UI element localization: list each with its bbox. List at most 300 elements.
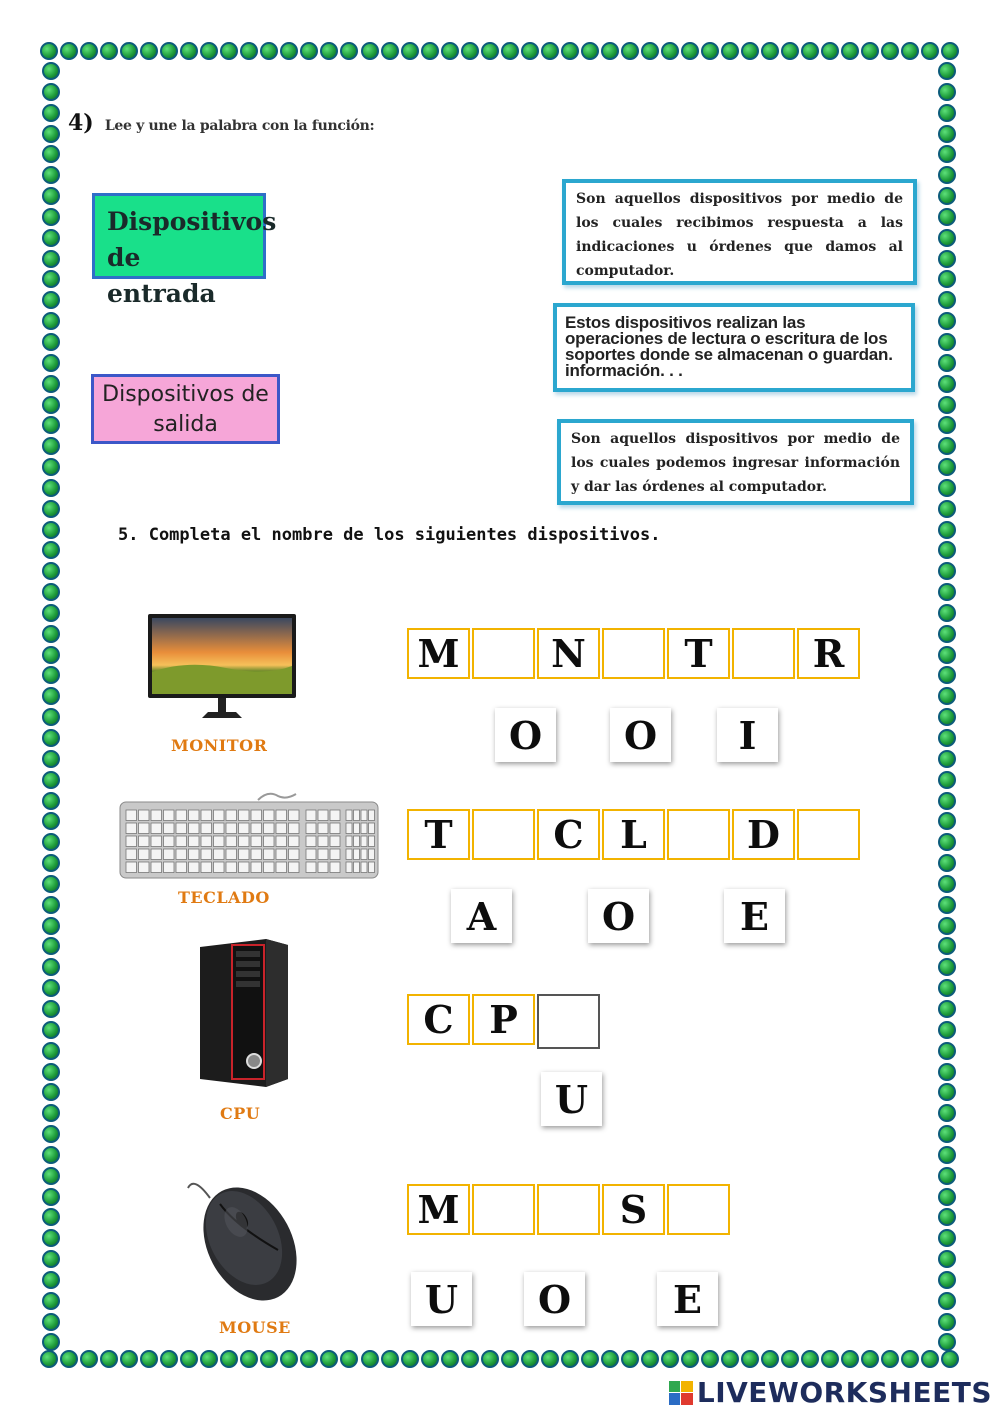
cpu-answer-grid <box>407 994 602 1049</box>
keyboard-key <box>239 862 250 873</box>
globe-icon <box>300 1350 318 1368</box>
globe-icon <box>938 479 956 497</box>
globe-icon <box>938 1125 956 1143</box>
keyboard-key <box>164 823 175 834</box>
keyboard-key <box>226 810 237 821</box>
letter-slot[interactable]: T <box>667 628 730 679</box>
letter-tile[interactable]: O <box>588 889 649 943</box>
logo-text: LIVEWORKSHEETS <box>696 1376 992 1409</box>
letter-slot[interactable]: M <box>407 1184 470 1235</box>
globe-icon <box>938 875 956 893</box>
keyboard-key <box>289 836 300 847</box>
globe-icon <box>42 958 60 976</box>
globe-icon <box>42 583 60 601</box>
globe-icon <box>841 1350 859 1368</box>
globe-icon <box>938 541 956 559</box>
keyboard-key <box>369 862 375 873</box>
globe-icon <box>938 1104 956 1122</box>
globe-icon <box>938 1229 956 1247</box>
globe-icon <box>938 1271 956 1289</box>
globe-icon <box>42 62 60 80</box>
keyboard-key <box>164 810 175 821</box>
globe-icon <box>521 1350 539 1368</box>
globe-icon <box>938 521 956 539</box>
letter-slot[interactable] <box>732 628 795 679</box>
keyboard-key <box>330 849 340 860</box>
globe-icon <box>938 854 956 872</box>
globe-icon <box>42 1333 60 1351</box>
globe-icon <box>421 1350 439 1368</box>
globe-icon <box>42 562 60 580</box>
globe-icon <box>941 42 959 60</box>
keyboard-key <box>346 849 352 860</box>
globe-icon <box>781 1350 799 1368</box>
keyboard-key <box>354 862 360 873</box>
globe-icon <box>180 42 198 60</box>
globe-icon <box>541 42 559 60</box>
globe-icon <box>741 1350 759 1368</box>
globe-icon <box>320 1350 338 1368</box>
globe-icon <box>42 604 60 622</box>
globe-icon <box>280 42 298 60</box>
globe-icon <box>938 666 956 684</box>
keyboard-key <box>189 836 200 847</box>
globe-icon <box>42 1208 60 1226</box>
globe-icon <box>42 208 60 226</box>
device-caption-monitor: MONITOR <box>171 736 268 755</box>
globe-icon <box>801 1350 819 1368</box>
keyboard-key <box>214 823 225 834</box>
keyboard-key <box>139 823 150 834</box>
globe-icon <box>761 1350 779 1368</box>
letter-slot[interactable] <box>667 809 730 860</box>
globe-icon <box>42 416 60 434</box>
globe-icon <box>938 1000 956 1018</box>
globe-icon <box>42 312 60 330</box>
globe-icon <box>901 1350 919 1368</box>
keyboard-image <box>118 790 380 882</box>
keyboard-key <box>214 862 225 873</box>
keyboard-key <box>251 823 262 834</box>
globe-icon <box>938 187 956 205</box>
globe-icon <box>60 1350 78 1368</box>
keyboard-key <box>214 849 225 860</box>
globe-icon <box>921 1350 939 1368</box>
globe-icon <box>40 1350 58 1368</box>
globe-icon <box>42 1063 60 1081</box>
keyboard-key <box>276 823 287 834</box>
globe-icon <box>938 250 956 268</box>
keyboard-key <box>251 849 262 860</box>
term-output-devices[interactable]: Dispositivos de salida <box>91 374 280 444</box>
keyboard-key <box>361 823 367 834</box>
keyboard-key <box>354 810 360 821</box>
globe-icon <box>42 521 60 539</box>
globe-icon <box>861 42 879 60</box>
border-left <box>40 62 62 1352</box>
letter-tile[interactable]: E <box>657 1272 718 1326</box>
globe-icon <box>938 375 956 393</box>
keyboard-key <box>126 862 137 873</box>
globe-icon <box>501 42 519 60</box>
globe-icon <box>260 1350 278 1368</box>
globe-icon <box>42 1083 60 1101</box>
letter-slot[interactable]: T <box>407 809 470 860</box>
letter-slot[interactable]: D <box>732 809 795 860</box>
globe-icon <box>80 1350 98 1368</box>
keyboard-key <box>346 836 352 847</box>
globe-icon <box>42 979 60 997</box>
keyboard-key <box>201 810 212 821</box>
globe-icon <box>701 1350 719 1368</box>
exercise-4-heading <box>68 110 374 136</box>
globe-icon <box>421 42 439 60</box>
globe-icon <box>160 42 178 60</box>
keyboard-key <box>318 810 328 821</box>
keyboard-key <box>289 849 300 860</box>
keyboard-key <box>369 836 375 847</box>
keyboard-key <box>369 823 375 834</box>
keyboard-key <box>201 836 212 847</box>
globe-icon <box>300 42 318 60</box>
globe-icon <box>938 1313 956 1331</box>
globe-icon <box>661 42 679 60</box>
globe-icon <box>481 1350 499 1368</box>
letter-slot[interactable] <box>537 1184 600 1235</box>
globe-icon <box>220 42 238 60</box>
keyboard-key <box>306 849 316 860</box>
globe-icon <box>938 458 956 476</box>
definition-box-1[interactable]: Son aquellos dispositivos por medio de los cuales recibimos respuesta a las indicaciones u órdenes que damos al computador. <box>562 179 917 285</box>
keyboard-key <box>354 849 360 860</box>
letter-slot[interactable] <box>472 809 535 860</box>
keyboard-key <box>276 810 287 821</box>
device-caption-cpu: CPU <box>220 1104 261 1123</box>
globe-icon <box>921 42 939 60</box>
globe-icon <box>160 1350 178 1368</box>
letter-tile[interactable]: E <box>724 889 785 943</box>
keyboard-key <box>318 862 328 873</box>
globe-icon <box>881 42 899 60</box>
globe-icon <box>42 291 60 309</box>
keyboard-key <box>361 849 367 860</box>
globe-icon <box>42 896 60 914</box>
globe-icon <box>240 1350 258 1368</box>
keyboard-key <box>176 862 187 873</box>
globe-icon <box>938 687 956 705</box>
globe-icon <box>42 125 60 143</box>
keyboard-key <box>276 849 287 860</box>
globe-icon <box>42 187 60 205</box>
letter-slot[interactable] <box>797 809 860 860</box>
globe-icon <box>42 396 60 414</box>
globe-icon <box>938 1063 956 1081</box>
globe-icon <box>120 1350 138 1368</box>
keyboard-key <box>176 836 187 847</box>
globe-icon <box>938 625 956 643</box>
globe-icon <box>120 42 138 60</box>
globe-icon <box>741 42 759 60</box>
globe-icon <box>541 1350 559 1368</box>
keyboard-key <box>361 836 367 847</box>
globe-icon <box>461 1350 479 1368</box>
globe-icon <box>100 1350 118 1368</box>
keyboard-key <box>251 836 262 847</box>
globe-icon <box>621 1350 639 1368</box>
globe-icon <box>938 1292 956 1310</box>
letter-slot[interactable]: C <box>407 994 470 1045</box>
letter-slot[interactable]: N <box>537 628 600 679</box>
exercise-4-instruction: Lee y une la palabra con la función: <box>104 118 375 134</box>
globe-icon <box>938 812 956 830</box>
globe-icon <box>938 771 956 789</box>
globe-icon <box>42 1125 60 1143</box>
letter-slot[interactable]: P <box>472 994 535 1045</box>
keyboard-key <box>239 823 250 834</box>
keyboard-key <box>289 862 300 873</box>
globe-icon <box>561 42 579 60</box>
keyboard-key <box>139 849 150 860</box>
globe-icon <box>42 479 60 497</box>
globe-icon <box>340 1350 358 1368</box>
globe-icon <box>938 937 956 955</box>
globe-icon <box>42 354 60 372</box>
globe-icon <box>938 291 956 309</box>
globe-icon <box>801 42 819 60</box>
globe-icon <box>42 687 60 705</box>
globe-icon <box>938 708 956 726</box>
letter-slot[interactable]: L <box>602 809 665 860</box>
globe-icon <box>42 541 60 559</box>
globe-icon <box>561 1350 579 1368</box>
keyboard-key <box>226 823 237 834</box>
globe-icon <box>361 42 379 60</box>
keyboard-key <box>239 810 250 821</box>
globe-icon <box>42 1250 60 1268</box>
letter-slot[interactable] <box>472 1184 535 1235</box>
keyboard-key <box>330 810 340 821</box>
globe-icon <box>200 1350 218 1368</box>
globe-icon <box>938 270 956 288</box>
keyboard-key <box>318 849 328 860</box>
letter-slot[interactable]: M <box>407 628 470 679</box>
keyboard-key <box>151 849 162 860</box>
globe-icon <box>280 1350 298 1368</box>
globe-icon <box>42 145 60 163</box>
globe-icon <box>42 229 60 247</box>
letter-slot[interactable] <box>602 628 665 679</box>
globe-icon <box>938 1188 956 1206</box>
globe-icon <box>938 792 956 810</box>
mouse-image <box>186 1178 310 1308</box>
globe-icon <box>601 1350 619 1368</box>
globe-icon <box>42 750 60 768</box>
letter-slot[interactable]: S <box>602 1184 665 1235</box>
globe-icon <box>42 1292 60 1310</box>
globe-icon <box>938 500 956 518</box>
keyboard-key <box>164 836 175 847</box>
globe-icon <box>761 42 779 60</box>
globe-icon <box>938 1333 956 1351</box>
globe-icon <box>441 42 459 60</box>
keyboard-key <box>126 823 137 834</box>
globe-icon <box>938 917 956 935</box>
keyboard-key <box>306 810 316 821</box>
keyboard-key <box>226 862 237 873</box>
globe-icon <box>938 416 956 434</box>
letter-tile[interactable]: O <box>524 1272 585 1326</box>
keyboard-key <box>201 823 212 834</box>
globe-icon <box>320 42 338 60</box>
globe-icon <box>781 42 799 60</box>
definition-box-2[interactable]: Estos dispositivos realizan las operaciones de lectura o escritura de los soportes donde se almacenan o guardan. información. . . <box>553 303 915 392</box>
globe-icon <box>220 1350 238 1368</box>
keyboard-key <box>151 836 162 847</box>
keyboard-key <box>151 862 162 873</box>
globe-icon <box>100 42 118 60</box>
globe-icon <box>381 42 399 60</box>
keyboard-key <box>139 810 150 821</box>
keyboard-key <box>330 836 340 847</box>
globe-icon <box>441 1350 459 1368</box>
globe-icon <box>938 583 956 601</box>
keyboard-key <box>176 823 187 834</box>
keyboard-key <box>354 836 360 847</box>
globe-icon <box>701 42 719 60</box>
device-caption-teclado: TECLADO <box>178 888 270 907</box>
globe-icon <box>938 1167 956 1185</box>
globe-icon <box>42 1021 60 1039</box>
keyboard-key <box>346 823 352 834</box>
globe-icon <box>938 437 956 455</box>
letter-tile[interactable]: A <box>451 889 512 943</box>
globe-icon <box>140 1350 158 1368</box>
globe-icon <box>938 833 956 851</box>
globe-icon <box>938 62 956 80</box>
globe-icon <box>938 333 956 351</box>
letter-tile[interactable]: O <box>610 708 671 762</box>
globe-icon <box>938 312 956 330</box>
keyboard-key <box>354 823 360 834</box>
globe-icon <box>340 42 358 60</box>
globe-icon <box>42 458 60 476</box>
letter-tile[interactable]: I <box>717 708 778 762</box>
keyboard-key <box>126 836 137 847</box>
keyboard-key <box>330 862 340 873</box>
monitor-image <box>146 612 298 722</box>
keyboard-key <box>151 823 162 834</box>
letter-slot[interactable] <box>472 628 535 679</box>
device-caption-mouse: MOUSE <box>219 1318 291 1337</box>
globe-icon <box>401 1350 419 1368</box>
globe-icon <box>601 42 619 60</box>
globe-icon <box>581 42 599 60</box>
globe-icon <box>938 1208 956 1226</box>
keyboard-key <box>139 862 150 873</box>
keyboard-key <box>276 836 287 847</box>
globe-icon <box>621 42 639 60</box>
keyboard-key <box>226 836 237 847</box>
globe-icon <box>42 500 60 518</box>
exercise-5-instruction: 5. Completa el nombre de los siguientes dispositivos. <box>118 525 661 545</box>
globe-icon <box>42 1229 60 1247</box>
letter-slot[interactable] <box>667 1184 730 1235</box>
globe-icon <box>901 42 919 60</box>
letter-tile[interactable]: U <box>411 1272 472 1326</box>
globe-icon <box>581 1350 599 1368</box>
globe-icon <box>938 125 956 143</box>
globe-icon <box>938 396 956 414</box>
globe-icon <box>938 354 956 372</box>
globe-icon <box>42 166 60 184</box>
keyboard-key <box>251 810 262 821</box>
globe-icon <box>42 1000 60 1018</box>
keyboard-key <box>264 810 275 821</box>
letter-tile[interactable]: U <box>541 1072 602 1126</box>
globe-icon <box>60 42 78 60</box>
keyboard-key <box>264 849 275 860</box>
keyboard-key <box>176 810 187 821</box>
keyboard-key <box>346 810 352 821</box>
keyboard-key <box>189 823 200 834</box>
globe-icon <box>501 1350 519 1368</box>
letter-tile[interactable]: O <box>495 708 556 762</box>
keyboard-key <box>369 810 375 821</box>
keyboard-key <box>251 862 262 873</box>
keyboard-key <box>126 849 137 860</box>
globe-icon <box>42 646 60 664</box>
keyboard-key <box>239 836 250 847</box>
globe-icon <box>361 1350 379 1368</box>
cpu-tower-image <box>196 937 292 1089</box>
globe-icon <box>938 958 956 976</box>
term-input-devices[interactable]: Dispositivos de entrada <box>92 193 266 279</box>
globe-icon <box>42 1313 60 1331</box>
globe-icon <box>938 145 956 163</box>
globe-icon <box>200 42 218 60</box>
keyboard-key <box>239 849 250 860</box>
globe-icon <box>938 979 956 997</box>
globe-icon <box>938 83 956 101</box>
globe-icon <box>42 437 60 455</box>
globe-icon <box>80 42 98 60</box>
definition-box-3[interactable]: Son aquellos dispositivos por medio de los cuales podemos ingresar información y dar las órdenes al computador. <box>557 419 914 505</box>
keyboard-key <box>226 849 237 860</box>
globe-icon <box>42 666 60 684</box>
keyboard-key <box>318 823 328 834</box>
letter-slot[interactable] <box>537 994 600 1049</box>
letter-slot[interactable]: C <box>537 809 600 860</box>
globe-icon <box>941 1350 959 1368</box>
globe-icon <box>42 104 60 122</box>
globe-icon <box>180 1350 198 1368</box>
keyboard-key <box>330 823 340 834</box>
globe-icon <box>861 1350 879 1368</box>
liveworksheets-icon <box>669 1381 693 1405</box>
globe-icon <box>821 1350 839 1368</box>
globe-icon <box>42 270 60 288</box>
keyboard-key <box>201 849 212 860</box>
globe-icon <box>641 42 659 60</box>
globe-icon <box>42 1104 60 1122</box>
letter-slot[interactable]: R <box>797 628 860 679</box>
globe-icon <box>938 1083 956 1101</box>
globe-icon <box>521 42 539 60</box>
keyboard-key <box>164 849 175 860</box>
keyboard-key <box>369 849 375 860</box>
globe-icon <box>938 1021 956 1039</box>
keyboard-key <box>189 810 200 821</box>
